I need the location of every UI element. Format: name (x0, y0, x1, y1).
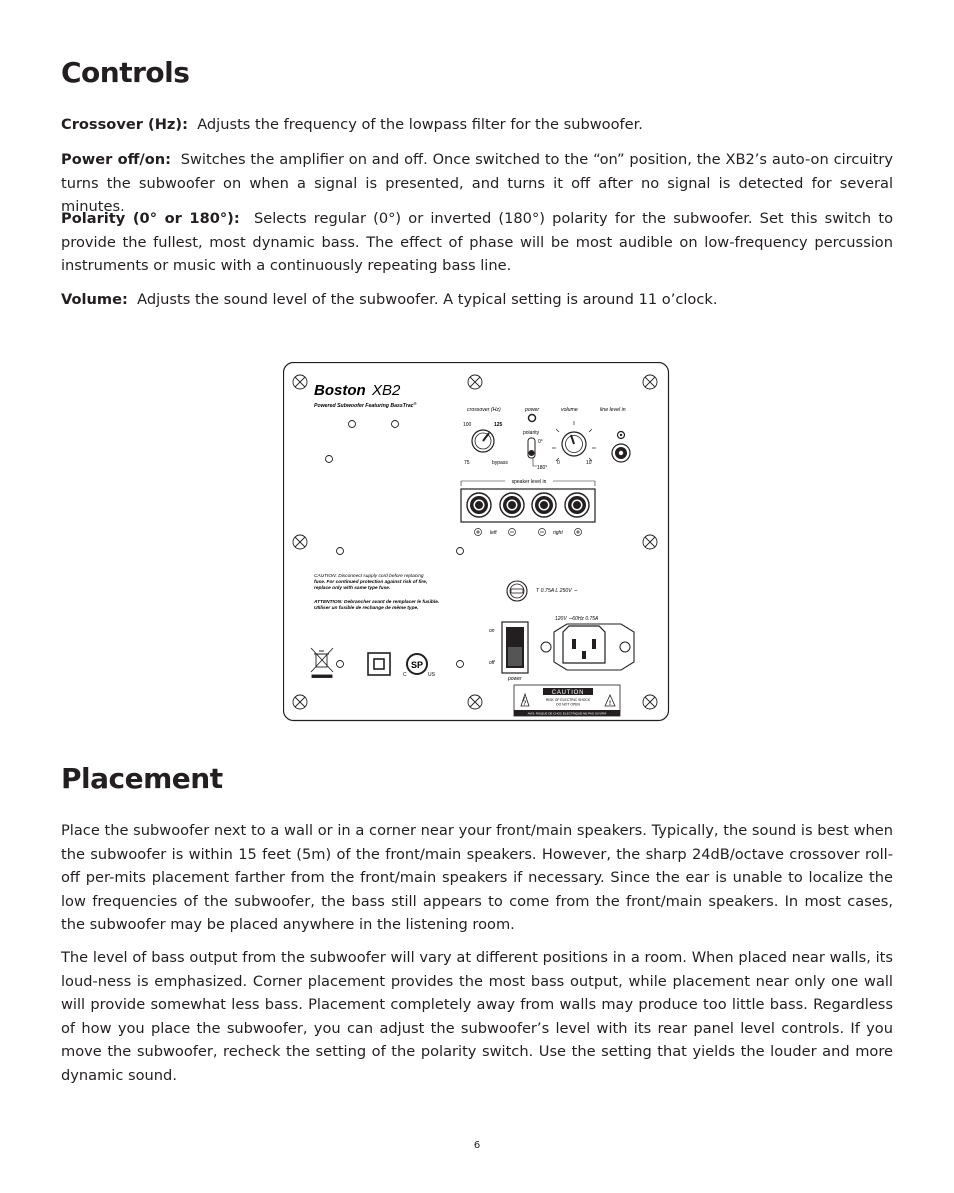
power-led (529, 415, 536, 422)
power-led-label: power (525, 407, 540, 413)
polarity-switch[interactable] (528, 438, 535, 458)
polarity-180: 180° (537, 465, 548, 471)
left-label: left (490, 530, 497, 536)
ac-power-inlet[interactable] (541, 624, 634, 670)
crossover-paragraph (61, 113, 893, 137)
crossover-text: Adjusts the frequency of the lowpass filter for the subwoofer. (197, 116, 643, 133)
polarity-text: Selects regular (0°) or inverted (180°) polarity for the subwoofer. Set this switch to provide the fullest, most dynamic bass. The effect of phase will be most audible on low-frequency percussion instruments or music with a continuously repeating bass line. (61, 210, 893, 274)
volume-10: 10 (586, 460, 592, 466)
cert-c: C (403, 672, 407, 678)
polarity-label: polarity (523, 430, 540, 436)
polarity-paragraph (61, 207, 893, 278)
controls-heading: Controls (61, 56, 190, 89)
panel-model: XB2 (372, 382, 401, 399)
caution-fr: ATTENTION: Debrancher avant de remplacer le fusible. Utiliser un fusible de rechange de même type. (314, 600, 440, 611)
caution-box-line1: RISK OF ELECTRIC SHOCK (545, 698, 591, 702)
line-level-input[interactable] (612, 444, 630, 462)
crossover-125: 125 (494, 422, 503, 428)
rear-panel-diagram (283, 362, 671, 724)
volume-text: Adjusts the sound level of the subwoofer. A typical setting is around 11 o’clock. (137, 291, 718, 308)
placement-paragraph-2: The level of bass output from the subwoofer will vary at different positions in a room. When placed near walls, its loud-ness is emphasized. Corner placement provides the most bass output, while placement near only one wall will provide somewhat less bass. Placement completely away from walls may produce too little bass. Regardless of how you place the subwoofer, you can adjust the subwoofer’s level with its rear panel level controls. If you move the subwoofer, recheck the setting of the polarity switch. Use the setting that yields the louder and more dynamic sound. (61, 949, 893, 1084)
crossover-label: crossover (Hz) (467, 407, 501, 413)
caution-en: CAUTION: Disconnect supply cord before replacing fuse. For continued protection against risk of fire, replace only with same type fuse. (314, 574, 428, 591)
panel-subtitle: Powered Subwoofer Featuring BassTrac® (314, 401, 417, 409)
fuse-holder[interactable] (507, 581, 527, 601)
caution-box-title: CAUTION (551, 690, 585, 696)
volume-label: volume (561, 407, 578, 413)
power-switch-label: power (508, 676, 522, 682)
switch-off-label: off (489, 660, 495, 666)
caution-box-line2: DO NOT OPEN (556, 702, 580, 707)
speaker-terminal[interactable] (467, 493, 491, 517)
volume-0: 0 (557, 460, 560, 466)
speaker-terminal[interactable] (532, 493, 556, 517)
csa-mark: SP (410, 660, 424, 670)
fuse-rating: T 0.75A L 250V ∼ (536, 588, 578, 594)
line-level-label: line level in (600, 407, 626, 413)
switch-on-label: on (489, 628, 495, 634)
panel-brand: Boston (314, 382, 366, 399)
polarity-0: 0° (538, 439, 543, 445)
placement-heading: Placement (61, 762, 223, 795)
csa-logo-icon (407, 654, 427, 674)
right-label: right (553, 530, 563, 536)
caution-label-box (514, 685, 620, 716)
placement-paragraph-1: Place the subwoofer next to a wall or in a corner near your front/main speakers. Typically, the sound is best when the subwoofer is within 15 feet (5m) of the front/main speakers. However, the sharp 24dB/octave crossover roll-off per-mits placement farther from the front/main speakers if necessary. Since the ear is unable to localize the low frequencies of the subwoofer, the bass still appears to come from the front/main speakers. In most cases, the subwoofer may be placed anywhere in the listening room. (61, 822, 893, 933)
page-number: 6 (473, 1140, 481, 1151)
volume-term: Volume: (61, 291, 128, 308)
svg-text:!: ! (609, 701, 611, 707)
volume-knob[interactable] (562, 432, 586, 456)
crossover-75: 75 (464, 460, 470, 466)
speaker-terminal[interactable] (565, 493, 589, 517)
volume-paragraph (61, 288, 893, 312)
speaker-level-label: speaker level in (511, 479, 547, 485)
power-text: Switches the amplifier on and off. Once switched to the “on” position, the XB2’s auto-on circuitry turns the subwoofer on when a signal is presented, and turns it off after no signal is detected for several minutes. (61, 151, 894, 215)
power-rocker-switch[interactable] (502, 622, 528, 673)
power-term: Power off/on: (61, 151, 172, 168)
crossover-knob[interactable] (472, 430, 494, 452)
crossover-100: 100 (463, 422, 472, 428)
speaker-terminal[interactable] (500, 493, 524, 517)
crossover-term: Crossover (Hz): (61, 116, 188, 133)
polarity-term: Polarity (0° or 180°): (61, 210, 240, 227)
ac-rating: 120V ∼60Hz 0.75A (555, 616, 599, 622)
crossover-bypass: bypass (492, 460, 508, 466)
cert-us: US (428, 672, 435, 678)
caution-box-french: AVIS: RISQUE DE CHOC ELECTRIQUE-NE PAS OUVRIR (527, 711, 607, 716)
